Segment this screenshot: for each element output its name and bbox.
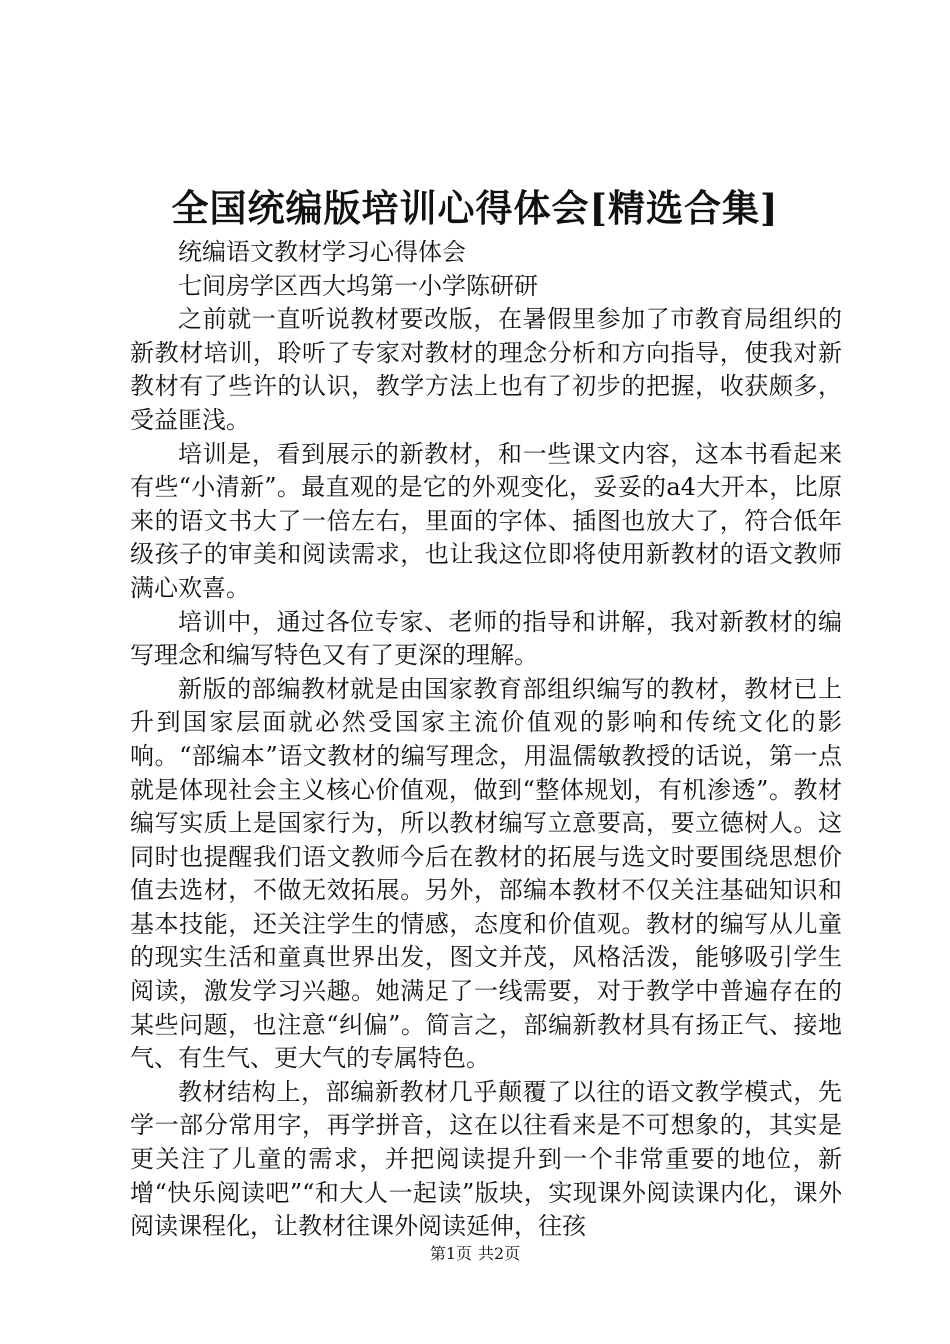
page-number: 第1页 xyxy=(429,1244,472,1263)
document-body xyxy=(130,236,842,1244)
paragraph: 教材结构上，部编新教材几乎颠覆了以往的语文教学模式，先学一部分常用字，再学拼音，这在以往看来是不可想象的，其实是更关注了儿童的需求，并把阅读提升到一个非常重要的地位，新增“快乐阅读吧”“和大人一起读”版块，实现课外阅读课内化，课外阅读课程化，让教材往课外阅读延伸，往孩 xyxy=(130,1077,842,1241)
subtitle: 统编语文教材学习心得体会 xyxy=(178,238,466,266)
document-title: 全国统编版培训心得体会[精选合集] xyxy=(171,186,779,230)
page-footer xyxy=(0,1244,950,1264)
paragraph: 培训中，通过各位专家、老师的指导和讲解，我对新教材的编写理念和编写特色又有了更深的理解。 xyxy=(130,607,842,670)
paragraph: 培训是，看到展示的新教材，和一些课文内容，这本书看起来有些“小清新”。最直观的是它的外观变化，妥妥的a4大开本，比原来的语文书大了一倍左右，里面的字体、插图也放大了，符合低年级孩子的审美和阅读需求，也让我这位即将使用新教材的语文教师满心欢喜。 xyxy=(130,439,842,602)
author-line: 七间房学区西大坞第一小学陈研研 xyxy=(178,271,538,300)
paragraph: 之前就一直听说教材要改版，在暑假里参加了市教育局组织的新教材培训，聆听了专家对教材的理念分析和方向指导，使我对新教材有了些许的认识，教学方法上也有了初步的把握，收获颇多，受益匪浅。 xyxy=(130,305,842,434)
page-total: 共2页 xyxy=(478,1244,521,1263)
paragraph: 新版的部编教材就是由国家教育部组织编写的教材，教材已上升到国家层面就必然受国家主流价值观的影响和传统文化的影响。“部编本”语文教材的编写理念，用温儒敏教授的话说，第一点就是体现社会主义核心价值观，做到“整体规划，有机渗透”。教材编写实质上是国家行为，所以教材编写立意要高，要立德树人。这同时也提醒我们语文教师今后在教材的拓展与选文时要围绕思想价值去选材，不做无效拓展。另外，部编本教材不仅关注基础知识和基本技能，还关注学生的情感，态度和价值观。教材的编写从儿童的现实生活和童真世界出发，图文并茂，风格活泼，能够吸引学生阅读，激发学习兴趣。她满足了一线需要，对于教学中普遍存在的某些问题，也注意“纠偏”。简言之，部编新教材具有扬正气、接地气、有生气、更大气的专属特色。 xyxy=(130,674,842,1073)
